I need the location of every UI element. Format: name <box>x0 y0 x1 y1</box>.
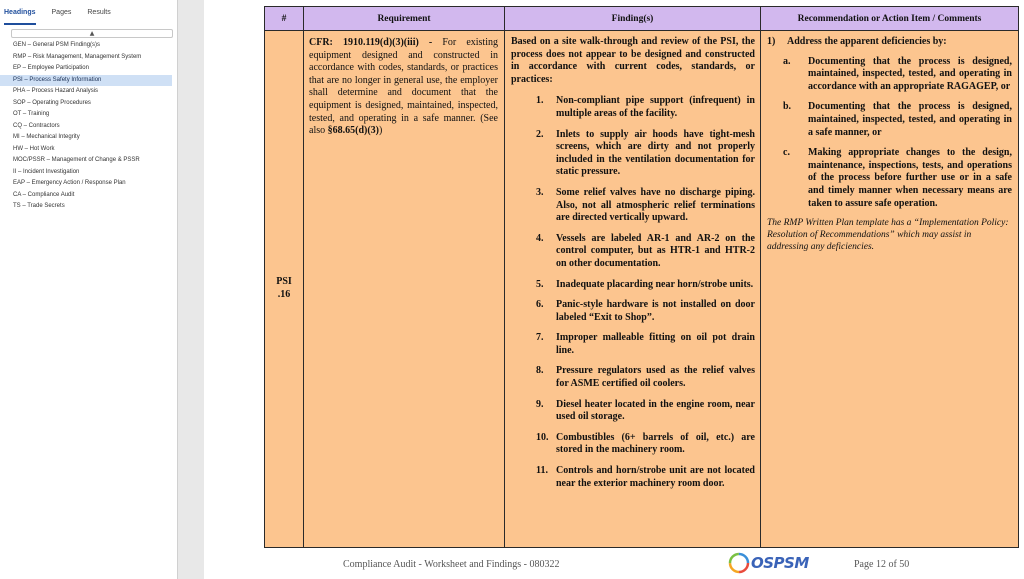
finding-text: Combustibles (6+ barrels of oil, etc.) are stored in the machinery room. <box>556 431 755 456</box>
finding-item <box>536 465 755 490</box>
recommendation-heading <box>767 36 1012 49</box>
heading-item-ts[interactable]: TS – Trade Secrets <box>13 203 65 209</box>
finding-number: 11. <box>536 465 548 477</box>
heading-item-sop[interactable]: SOP – Operating Procedures <box>13 99 91 106</box>
findings-intro: Based on a site walk-through and review of the PSI, the process does not appear to be designed and constructed in accordance with current codes, standards, or practices: <box>511 36 755 85</box>
cfr-citation: CFR: 1910.119(d)(3)(iii) - <box>309 37 433 48</box>
finding-item <box>536 279 755 292</box>
collapse-all-button[interactable]: ▲ <box>11 29 173 38</box>
item-id <box>265 31 304 548</box>
finding-text: Vessels are labeled AR-1 and AR-2 on the control computer, but as HTR-1 and HTR-2 on other documentation. <box>556 232 755 269</box>
requirement-close: ) <box>379 125 383 137</box>
recommendation-item <box>783 56 1012 94</box>
heading-item-hw[interactable]: HW – Hot Work <box>13 145 55 152</box>
findings-table <box>264 6 1019 548</box>
requirement-reference: §68.65(d)(3) <box>327 125 379 137</box>
finding-number: 8. <box>536 365 544 377</box>
finding-number: 9. <box>536 398 544 410</box>
finding-item <box>536 365 755 390</box>
table-header-row <box>265 7 1019 31</box>
finding-number: 3. <box>536 186 544 198</box>
heading-item-pha[interactable]: PHA – Process Hazard Analysis <box>13 88 99 94</box>
requirement-text: For existing equipment designed and constructed in accordance with codes, standards, or practices that are no longer in general use, the employer shall determine and document that the equipment is designed, maintained, inspected, tested, and operating in a safe manner. (See also <box>309 37 498 137</box>
recommendation-text: Documenting that the process is designed, maintained, inspected, tested, and operating in a safe manner, or <box>808 101 1012 138</box>
col-header-number: # <box>265 7 304 31</box>
recommendation-letter: c. <box>783 147 790 159</box>
finding-text: Inlets to supply air hoods have tight-mesh screens, which are dirty and not properly included in the ventilation documentation for static pressure. <box>556 128 755 178</box>
page-footer <box>204 552 1024 578</box>
footer-page-number: Page 12 of 50 <box>854 559 910 570</box>
recommendation-text: Making appropriate changes to the design, maintenance, inspections, tests, and operations of the process before further use or in a safe and timely manner when necessary means are taken to assure safe operation. <box>808 147 1012 209</box>
recommendation-letter: a. <box>783 55 791 67</box>
footer-document-title: Compliance Audit - Worksheet and Findings - 080322 <box>343 559 560 570</box>
finding-text: Panic-style hardware is not installed on door labeled “Exit to Shop”. <box>556 299 755 323</box>
heading-item-moc[interactable]: MOC/PSSR – Management of Change & PSSR <box>13 157 140 163</box>
recommendation-item <box>783 101 1012 139</box>
tab-pages[interactable]: Pages <box>51 9 72 16</box>
requirement-cell <box>304 31 505 548</box>
heading-item-rmp[interactable]: RMP – Risk Management, Management System <box>13 53 142 60</box>
finding-number: 2. <box>536 128 544 140</box>
recommendation-item <box>783 147 1012 210</box>
heading-item-eap[interactable]: EAP – Emergency Action / Response Plan <box>13 180 126 186</box>
finding-item <box>536 233 755 271</box>
finding-item <box>536 399 755 424</box>
finding-text: Some relief valves have no discharge piping. Also, not all atmospheric relief terminations are directed vertically upward. <box>556 186 755 224</box>
heading-item-ot[interactable]: OT – Training <box>13 111 50 117</box>
finding-text: Non-compliant pipe support (infrequent) in multiple areas of the facility. <box>556 95 755 119</box>
recommendation-text: Documenting that the process is designed, maintained, inspected, tested, and operating in accordance with an appropriate RAGAGEP, or <box>808 55 1012 92</box>
recommendation-title: Address the apparent deficiencies by: <box>787 36 947 47</box>
recommendation-letter: b. <box>783 101 792 113</box>
heading-item-gen[interactable]: GEN – General PSM Finding(s)s <box>13 42 101 48</box>
recommendation-note: The RMP Written Plan template has a “Implementation Policy: Resolution of Recommendations” which may assist in addressing any deficiencies. <box>767 218 1009 253</box>
item-id-prefix: PSI <box>276 276 292 288</box>
finding-number: 6. <box>536 299 544 311</box>
item-id-number: .16 <box>277 289 291 300</box>
finding-number: 7. <box>536 332 544 344</box>
ospsm-logo-icon <box>728 552 750 574</box>
tab-headings[interactable]: Headings <box>4 9 36 25</box>
findings-list <box>511 95 755 490</box>
nav-tabs <box>4 9 127 25</box>
heading-item-ii[interactable]: II – Incident Investigation <box>13 168 80 175</box>
recommendation-cell <box>761 31 1019 548</box>
finding-item <box>536 129 755 179</box>
finding-item <box>536 299 755 324</box>
col-header-recommendation: Recommendation or Action Item / Comments <box>761 7 1019 31</box>
document-page <box>204 0 1024 579</box>
col-header-findings: Finding(s) <box>505 7 761 31</box>
finding-number: 1. <box>536 95 544 107</box>
recommendation-list <box>767 56 1012 211</box>
heading-item-mi[interactable]: MI – Mechanical Integrity <box>13 134 80 140</box>
heading-item-psi[interactable]: PSI – Process Safety Information <box>0 75 172 87</box>
heading-item-cq[interactable]: CQ – Contractors <box>13 122 60 129</box>
finding-number: 5. <box>536 278 544 290</box>
finding-text: Inadequate placarding near horn/strobe units. <box>556 278 754 290</box>
col-header-requirement: Requirement <box>304 7 505 31</box>
heading-list <box>0 40 178 213</box>
finding-text: Improper malleable fitting on oil pot drain line. <box>556 332 755 356</box>
finding-number: 10. <box>536 431 549 443</box>
finding-text: Diesel heater located in the engine room, near used oil storage. <box>556 398 755 423</box>
finding-number: 4. <box>536 232 544 244</box>
finding-text: Pressure regulators used as the relief valves for ASME certified oil coolers. <box>556 365 755 390</box>
table-row <box>265 31 1019 548</box>
finding-item <box>536 187 755 225</box>
logo-text: OSPSM <box>751 554 809 572</box>
heading-item-ep[interactable]: EP – Employee Participation <box>13 65 89 71</box>
recommendation-number: 1) <box>767 36 776 47</box>
heading-item-ca[interactable]: CA – Compliance Audit <box>13 191 75 198</box>
findings-cell <box>505 31 761 548</box>
finding-item <box>536 432 755 457</box>
finding-text: Controls and horn/strobe unit are not located near the exterior machinery room door. <box>556 465 755 489</box>
finding-item <box>536 95 755 120</box>
tab-results[interactable]: Results <box>87 9 111 16</box>
ospsm-logo <box>728 552 809 574</box>
navigation-pane <box>0 0 178 579</box>
finding-item <box>536 332 755 357</box>
